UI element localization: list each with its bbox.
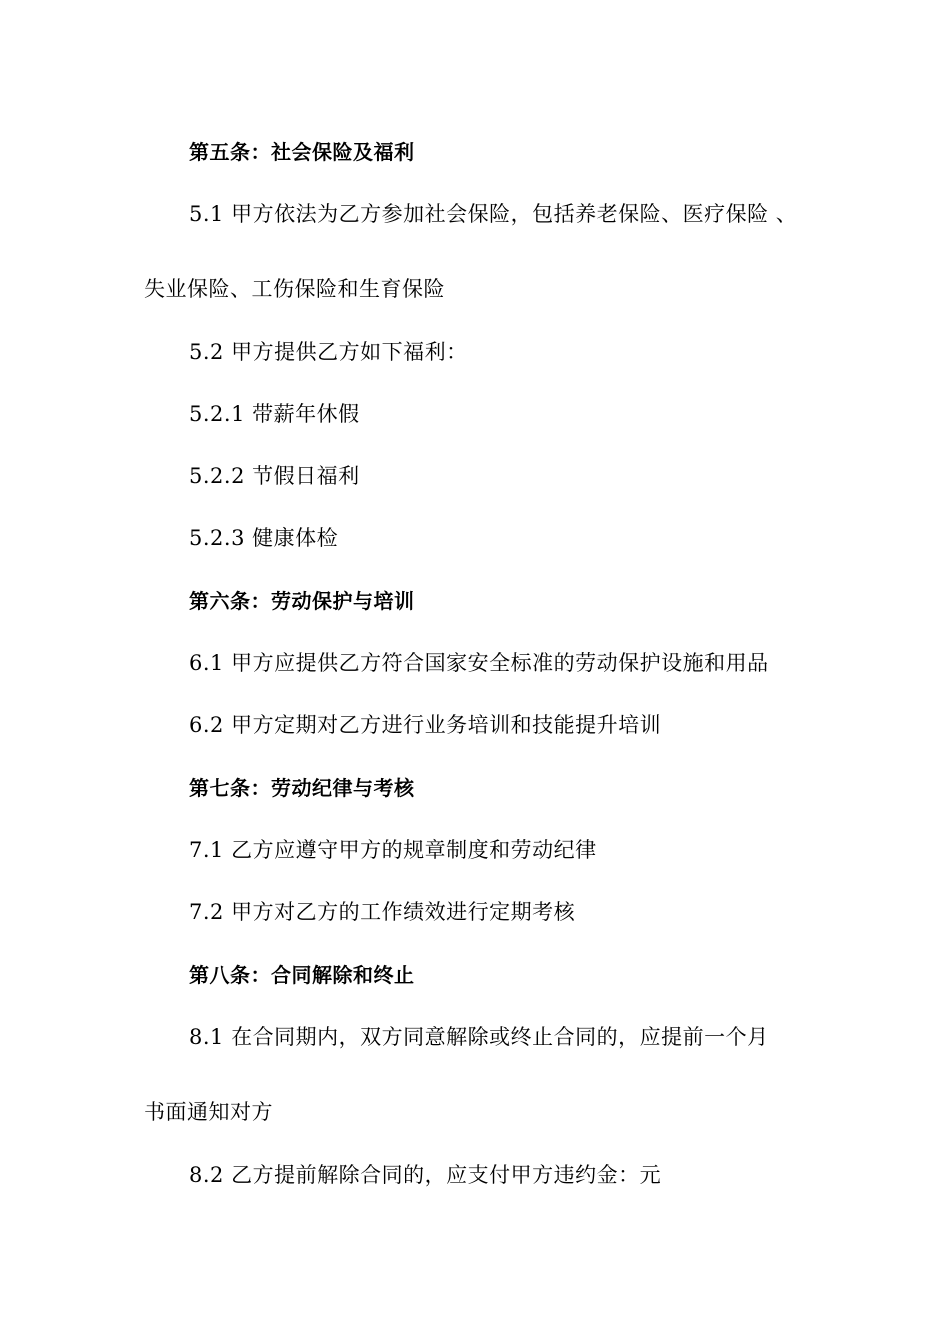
clause-7-1: 7.1 乙方应遵守甲方的规章制度和劳动纪律	[189, 838, 597, 862]
clause-5-2: 5.2 甲方提供乙方如下福利：	[189, 340, 468, 364]
clause-6-1: 6.1 甲方应提供乙方符合国家安全标准的劳动保护设施和用品	[189, 651, 769, 675]
section-heading-7: 第七条：劳动纪律与考核	[189, 776, 415, 800]
section-heading-8: 第八条：合同解除和终止	[189, 963, 415, 987]
clause-8-2: 8.2 乙方提前解除合同的，应支付甲方违约金：元	[189, 1163, 662, 1187]
clause-5-2-3: 5.2.3 健康体检	[189, 526, 339, 550]
clause-5-1: 5.1 甲方依法为乙方参加社会保险，包括养老保险、医疗保险 、	[189, 202, 798, 226]
clause-6-2: 6.2 甲方定期对乙方进行业务培训和技能提升培训	[189, 713, 662, 737]
clause-8-1-continued: 书面通知对方	[144, 1100, 273, 1124]
clause-7-2: 7.2 甲方对乙方的工作绩效进行定期考核	[189, 900, 576, 924]
clause-5-1-continued: 失业保险、工伤保险和生育保险	[144, 277, 445, 301]
section-heading-6: 第六条：劳动保护与培训	[189, 589, 415, 613]
clause-5-2-1: 5.2.1 带薪年休假	[189, 402, 360, 426]
section-heading-5: 第五条：社会保险及福利	[189, 140, 415, 164]
clause-5-2-2: 5.2.2 节假日福利	[189, 464, 360, 488]
clause-8-1: 8.1 在合同期内，双方同意解除或终止合同的，应提前一个月	[189, 1025, 769, 1049]
